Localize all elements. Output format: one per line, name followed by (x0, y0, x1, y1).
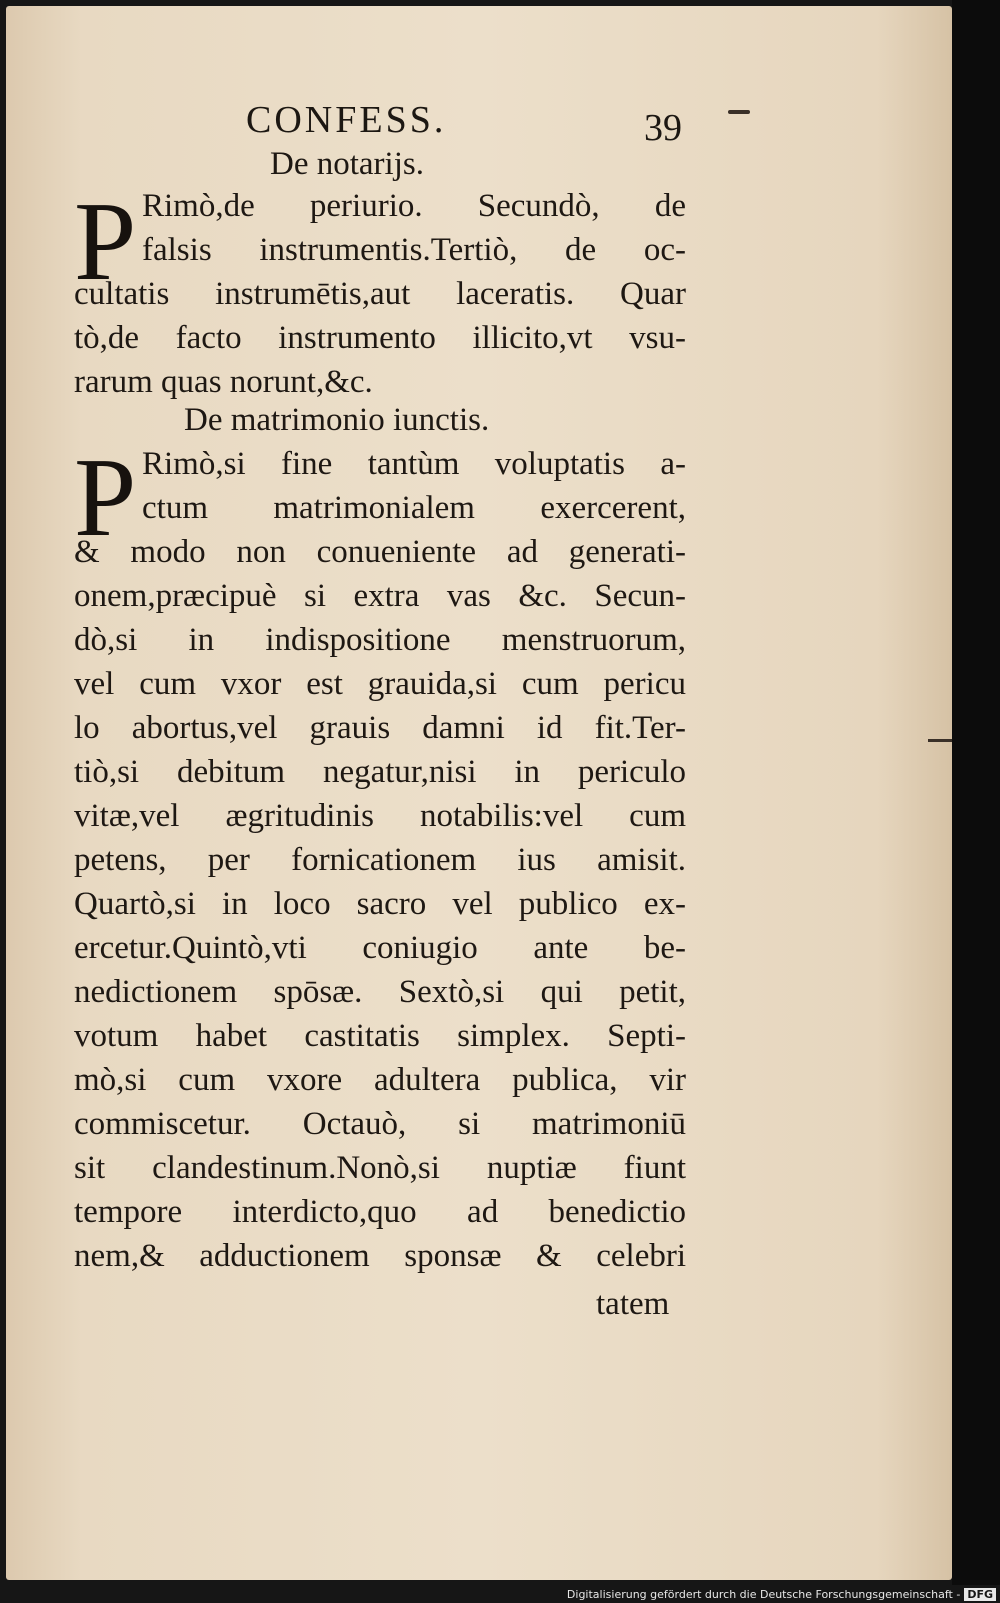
digitization-credit (567, 1588, 996, 1601)
text-line: falsis instrumentis.Tertiò, de oc- (142, 232, 686, 268)
text-line: mò,si cum vxore adultera publica, vir (74, 1062, 686, 1098)
section-heading-matrimony: De matrimonio iunctis. (184, 402, 490, 438)
text-line: ercetur.Quintò,vti coniugio ante be- (74, 930, 686, 966)
text-line: nem,& adductionem sponsæ & celebri (74, 1238, 686, 1274)
text-line: votum habet castitatis simplex. Septi- (74, 1018, 686, 1054)
text-line: petens, per fornicationem ius amisit. (74, 842, 686, 878)
book-page (6, 6, 952, 1580)
dfg-logo: DFG (964, 1588, 996, 1601)
running-head: CONFESS. (246, 99, 447, 141)
text-line: rarum quas norunt,&c. (74, 364, 373, 400)
section-heading-notaries: De notarijs. (270, 146, 424, 182)
text-line: & modo non conueniente ad generati- (74, 534, 686, 570)
text-line: vel cum vxor est grauida,si cum pericu (74, 666, 686, 702)
text-line: Rimò,si fine tantùm voluptatis a- (142, 446, 686, 482)
text-line: sit clandestinum.Nonò,si nuptiæ fiunt (74, 1150, 686, 1186)
margin-mark (728, 110, 750, 114)
text-line: commiscetur. Octauò, si matrimoniū (74, 1106, 686, 1142)
text-line: Rimò,de periurio. Secundò, de (142, 188, 686, 224)
drop-cap-2: P (74, 436, 137, 560)
section-text-notaries (74, 180, 686, 404)
text-line: vitæ,vel ægritudinis notabilis:vel cum (74, 798, 686, 834)
credit-text: Digitalisierung gefördert durch die Deutsche Forschungsgemeinschaft - (566, 1588, 961, 1601)
text-line: dò,si in indispositione menstruorum, (74, 622, 686, 658)
text-line: nedictionem spōsæ. Sextò,si qui petit, (74, 974, 686, 1010)
text-line: tiò,si debitum negatur,nisi in periculo (74, 754, 686, 790)
page-number: 39 (644, 107, 682, 149)
scan-edge (952, 0, 1000, 1585)
text-line: ctum matrimonialem exercerent, (142, 490, 686, 526)
drop-cap-1: P (74, 180, 137, 304)
text-line: Quartò,si in loco sacro vel publico ex- (74, 886, 686, 922)
text-line: lo abortus,vel grauis damni id fit.Ter- (74, 710, 686, 746)
text-line: onem,præcipuè si extra vas &c. Secun- (74, 578, 686, 614)
catchword: tatem (596, 1286, 670, 1322)
text-line: cultatis instrumētis,aut laceratis. Quar (74, 276, 686, 312)
text-line: tò,de facto instrumento illicito,vt vsu- (74, 320, 686, 356)
section-text-matrimony (74, 436, 686, 1278)
text-line: tempore interdicto,quo ad benedictio (74, 1194, 686, 1230)
